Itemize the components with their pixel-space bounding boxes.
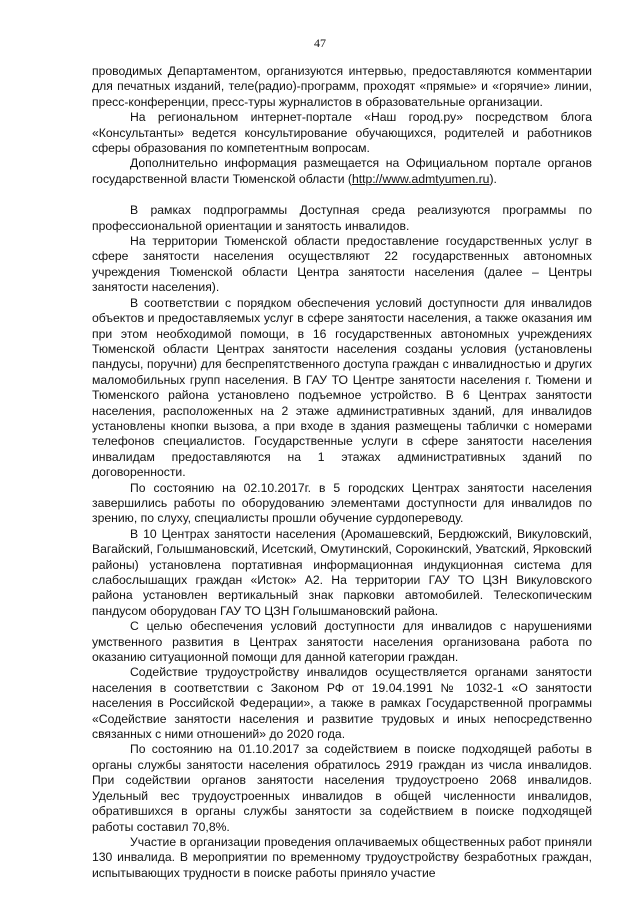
paragraph-mental-disabilities: С целью обеспечения условий доступности для инвалидов с нарушениями умственного развития в Центрах занятости населения организована работа по оказанию ситуационной помощи для данной категории граждан. xyxy=(92,619,592,665)
paragraph-employment-centers: На территории Тюменской области предоставление государственных услуг в сфере занятости населения осуществляют 22 государственных автономных учреждения Тюменской области Центра занятости населения (далее – Центры занятости населения). xyxy=(92,234,592,295)
paragraph-accessibility-conditions: В соответствии с порядком обеспечения условий доступности для инвалидов объектов и предоставляемых услуг в сфере занятости населения, а также оказания им при этом необходимой помощи, в 16 государственных автономных учреждениях Тюменской области Центрах занятости населения созданы условия (установлены пандусы, поручни) для беспрепятственного доступа граждан с инвалидностью и других маломобильных групп населения. В ГАУ ТО Центре занятости населения г. Тюмени и Тюменского района установлено подъемное устройство. В 6 Центрах занятости населения, расположенных на 2 этаже административных зданий, для инвалидов установлены кнопки вызова, а при входе в здания размещены таблички с номерами телефонов специалистов. Государственные услуги в сфере занятости населения инвалидам предоставляются на 1 этажах административных зданий по договоренности. xyxy=(92,295,592,480)
paragraph-public-works: Участие в организации проведения оплачиваемых общественных работ приняли 130 инвалида. В мероприятии по временному трудоустройству безработных граждан, испытывающих трудности в поиске работы приняло участие xyxy=(92,834,592,880)
paragraph-official-portal xyxy=(92,156,592,187)
paragraph-portal-blog: На региональном интернет-портале «Наш город.ру» посредством блога «Консультанты» ведется консультирование обучающихся, родителей и работников сферы образования по компетентным вопросам. xyxy=(92,110,592,156)
paragraph-media: проводимых Департаментом, организуются интервью, предоставляются комментарии для печатных изданий, теле(радио)-программ, проходят «прямые» и «горячие» линии, пресс-конференции, пресс-туры журналистов в образовательные организации. xyxy=(92,64,592,109)
paragraph-status-0210: По состоянию на 02.10.2017г. в 5 городских Центрах занятости населения завершились работы по оборудованию элементами доступности для инвалидов по зрению, по слуху, специалисты прошли обучение сурдопереводу. xyxy=(92,480,592,526)
body-text xyxy=(92,64,592,881)
admtyumen-link[interactable]: http://www.admtyumen.ru xyxy=(351,171,490,186)
paragraph-status-0110: По состоянию на 01.10.2017 за содействием в поиске подходящей работы в органы службы занятости населения обратилось 2919 граждан из числа инвалидов. При содействии органов занятости населения трудоустроено 2068 инвалидов. Удельный вес трудоустроенных инвалидов в общей численности инвалидов, обратившихся в органы службы занятости за содействием в поиске подходящей работы составил 70,8%. xyxy=(92,742,592,834)
portal-note-after: ). xyxy=(489,171,497,186)
paragraph-accessible-env: В рамках подпрограммы Доступная среда реализуются программы по профессиональной ориентации и занятость инвалидов. xyxy=(92,203,592,233)
portal-note-before: Дополнительно информация размещается на Официальном портале органов государственной власти Тюменской области ( xyxy=(92,156,592,186)
paragraph-employment-assistance: Содействие трудоустройству инвалидов осуществляется органами занятости населения в соответствии с Законом РФ от 19.04.1991 № 1032-1 «О занятости населения в Российской Федерации», а также в рамках Государственной программы «Содействие занятости населения и развитие трудовых и иных непосредственно связанных с ними отношений» до 2020 года. xyxy=(92,665,592,742)
page-number: 47 xyxy=(314,36,326,50)
paragraph-induction-system: В 10 Центрах занятости населения (Аромашевский, Бердюжский, Викуловский, Вагайский, Голышмановский, Исетский, Омутинский, Сорокинский, Уватский, Ярковский районы) установлена портативная информационная индукционная система для слабослышащих граждан «Исток» А2. На территории ГАУ ТО ЦЗН Викуловского района установлен вертикальный знак парковки автомобилей. Телескопическим пандусом оборудован ГАУ ТО ЦЗН Голышмановский района. xyxy=(92,526,592,618)
